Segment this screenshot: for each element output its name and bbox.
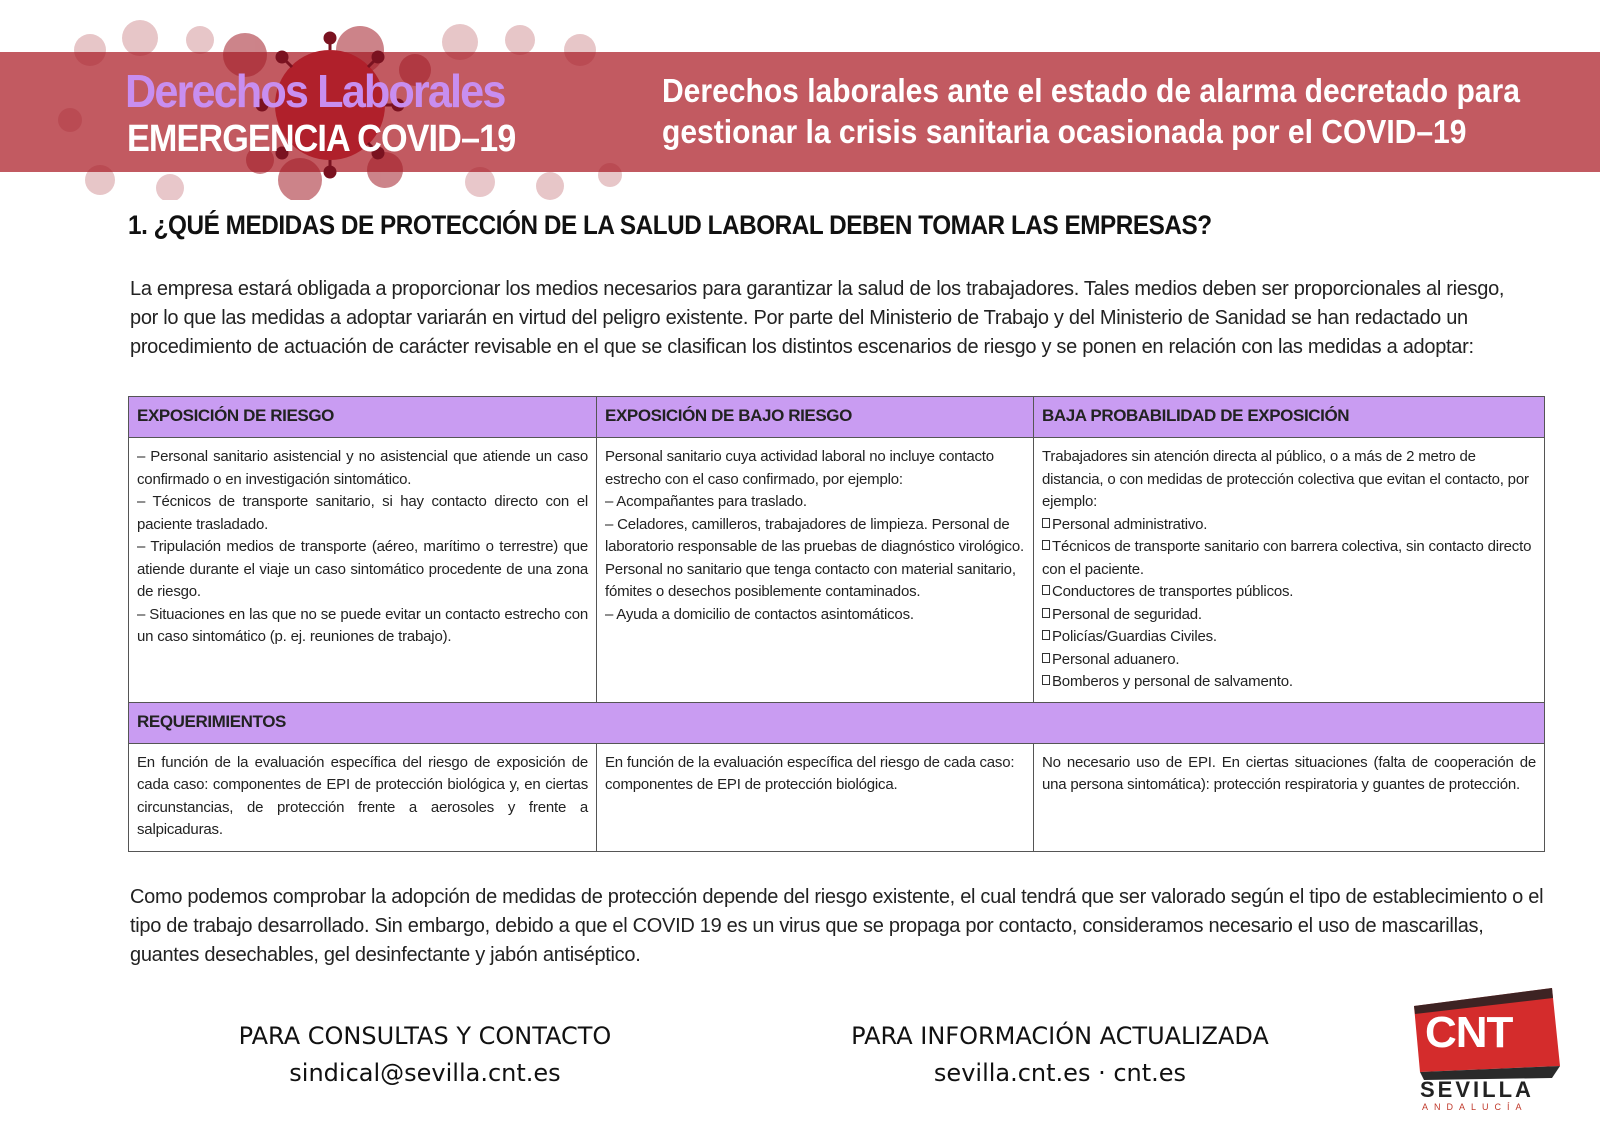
checkbox-bullet-icon bbox=[1042, 653, 1050, 663]
info-sites[interactable]: sevilla.cnt.es · cnt.es bbox=[933, 1059, 1187, 1087]
header-requerimientos: REQUERIMIENTOS bbox=[129, 702, 1545, 743]
table-header-row bbox=[129, 397, 1545, 438]
checkbox-bullet-icon bbox=[1042, 630, 1050, 640]
list-item: Personal sanitario cuya actividad laboral no incluye contacto estrecho con el caso confirmado, por ejemplo: bbox=[605, 448, 994, 488]
list-item: – Técnicos de transporte sanitario, si hay contacto directo con el paciente trasladado. bbox=[137, 493, 588, 533]
risk-table bbox=[128, 396, 1545, 852]
table-row bbox=[129, 743, 1545, 851]
list-item: Conductores de transportes públicos. bbox=[1042, 581, 1536, 604]
contact-label: PARA CONSULTAS Y CONTACTO bbox=[238, 1022, 612, 1050]
list-item: – Tripulación medios de transporte (aéreo, marítimo o terrestre) que atiende durante el viaje un caso sintomático procedente de una zona de riesgo. bbox=[137, 538, 588, 600]
logo-region: ANDALUCÍA bbox=[1422, 1102, 1528, 1112]
col-baja-probabilidad bbox=[1034, 438, 1545, 703]
list-item: Personal de seguridad. bbox=[1042, 604, 1536, 627]
logo-name: CNT bbox=[1425, 1008, 1513, 1057]
list-item: Personal administrativo. bbox=[1042, 514, 1536, 537]
list-item: – Personal sanitario asistencial y no asistencial que atiende un caso confirmado o en investigación sintomático. bbox=[137, 448, 588, 488]
contact-email[interactable]: sindical@sevilla.cnt.es bbox=[289, 1059, 561, 1087]
list-item: – Acompañantes para traslado. bbox=[605, 493, 807, 510]
brand-subtitle: EMERGENCIA COVID–19 bbox=[127, 118, 516, 160]
checkbox-bullet-icon bbox=[1042, 608, 1050, 618]
info-label: PARA INFORMACIÓN ACTUALIZADA bbox=[851, 1022, 1269, 1050]
list-item: Personal no sanitario que tenga contacto con material sanitario, fómites o desechos posiblemente contaminados. bbox=[605, 560, 1016, 600]
requirements-header-row bbox=[129, 702, 1545, 743]
col-bajo-riesgo bbox=[597, 438, 1034, 703]
list-item: – Ayuda a domicilio de contactos asintomáticos. bbox=[605, 605, 914, 623]
list-item: Técnicos de transporte sanitario con barrera colectiva, sin contacto directo con el paciente. bbox=[1042, 538, 1532, 578]
headline-line-1: Derechos laborales ante el estado de alarma decretado para bbox=[662, 72, 1520, 109]
checkbox-bullet-icon bbox=[1042, 585, 1050, 595]
headline-line-2: gestionar la crisis sanitaria ocasionada por el COVID–19 bbox=[662, 113, 1467, 150]
req-baja-probabilidad: No necesario uso de EPI. En ciertas situaciones (falta de cooperación de una persona sintomática): protección respiratoria y guantes de protección. bbox=[1034, 743, 1545, 851]
intro-paragraph: La empresa estará obligada a proporcionar los medios necesarios para garantizar la salud de los trabajadores. Tales medios deben ser proporcionales al riesgo, por lo que las medidas a adoptar variarán en virtud del peligro existente. Por parte del Ministerio de Trabajo y del Ministerio de Sanidad se han redactado un procedimiento de actuación de carácter revisable en el que se clasifican los distintos escenarios de riesgo y se ponen en relación con las medidas a adoptar: bbox=[130, 278, 1505, 358]
header-bajo-riesgo: EXPOSICIÓN DE BAJO RIESGO bbox=[597, 397, 1034, 438]
col-exposicion-riesgo bbox=[129, 438, 597, 703]
list-item: Bomberos y personal de salvamento. bbox=[1042, 671, 1536, 694]
conclusion-paragraph: Como podemos comprobar la adopción de medidas de protección depende del riesgo existente, el cual tendrá que ser valorado según el tipo de establecimiento o el tipo de trabajo desarrollado. Sin embargo, debido a que el COVID 19 es un virus que se propaga por contacto, consideramos necesario el uso de mascarillas, guantes desechables, gel desinfectante y jabón antiséptico. bbox=[130, 886, 1544, 966]
table-row bbox=[129, 438, 1545, 703]
section-title: 1. ¿QUÉ MEDIDAS DE PROTECCIÓN DE LA SALUD LABORAL DEBEN TOMAR LAS EMPRESAS? bbox=[128, 210, 1212, 240]
headline bbox=[662, 70, 1520, 152]
list-intro: Trabajadores sin atención directa al público, o a más de 2 metro de distancia, o con medidas de protección colectiva que evitan el contacto, por ejemplo: bbox=[1042, 448, 1529, 510]
logo-city: SEVILLA bbox=[1420, 1077, 1534, 1102]
header-baja-probabilidad: BAJA PROBABILIDAD DE EXPOSICIÓN bbox=[1034, 397, 1545, 438]
info-block bbox=[820, 1018, 1300, 1092]
req-exposicion-riesgo: En función de la evaluación específica del riesgo de exposición de cada caso: componentes de EPI de protección biológica y, en ciertas circunstancias, de protección frente a aerosoles y frente a salpicaduras. bbox=[129, 743, 597, 851]
list-item: Personal aduanero. bbox=[1042, 649, 1536, 672]
header-exposicion-riesgo: EXPOSICIÓN DE RIESGO bbox=[129, 397, 597, 438]
checkbox-bullet-icon bbox=[1042, 540, 1050, 550]
list-item: – Situaciones en las que no se puede evitar un contacto estrecho con un caso sintomático (p. ej. reuniones de trabajo). bbox=[137, 605, 588, 645]
contact-block bbox=[215, 1018, 635, 1092]
list-item: Policías/Guardias Civiles. bbox=[1042, 626, 1536, 649]
checkbox-bullet-icon bbox=[1042, 518, 1050, 528]
brand-title: Derechos Laborales bbox=[125, 65, 505, 117]
checkbox-bullet-icon bbox=[1042, 675, 1050, 685]
req-bajo-riesgo: En función de la evaluación específica del riesgo de cada caso: componentes de EPI de protección biológica. bbox=[597, 743, 1034, 851]
list-item: – Celadores, camilleros, trabajadores de limpieza. Personal de laboratorio responsable de las pruebas de diagnóstico virológico. bbox=[605, 515, 1024, 555]
